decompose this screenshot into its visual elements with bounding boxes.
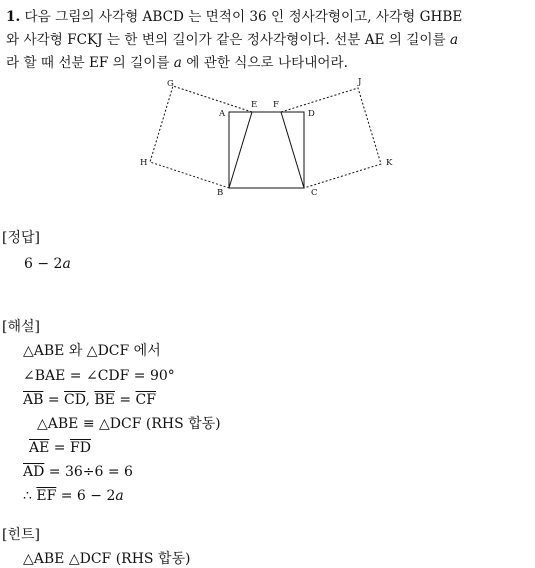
variable-a: a	[115, 488, 124, 504]
label-a: A	[219, 109, 226, 119]
explanation-label: [해설]	[2, 319, 40, 335]
variable-a: a	[449, 32, 459, 48]
explanation-line-1: △ABE 와 △DCF 에서	[23, 343, 161, 359]
segment-ab: $\overline{AB}$	[23, 392, 44, 408]
segment-fd: $\overline{FD}$	[69, 440, 91, 456]
explanation-line-4: △ABE ≡ △DCF (RHS 합동)	[37, 416, 221, 432]
segment-cf	[281, 112, 304, 188]
problem-line-2	[6, 29, 532, 52]
explanation-line-3	[23, 391, 156, 409]
label-e: E	[251, 100, 258, 110]
answer-expression	[24, 255, 71, 273]
label-k: K	[386, 158, 393, 168]
segment-ae: $\overline{AE}$	[29, 440, 50, 456]
label-b: B	[217, 188, 224, 198]
segment-ef: $\overline{EF}$	[36, 488, 57, 504]
explanation-line-7	[23, 487, 124, 505]
segment-cd: $\overline{CD}$	[64, 392, 86, 408]
problem-line-2-text: 와 사각형 FCKJ 는 한 변의 길이가 같은 정사각형이다. 선분 AE 의 길이를	[6, 32, 446, 48]
problem-text	[6, 6, 532, 75]
problem-number: 1.	[6, 9, 21, 25]
problem-line-1-text: 다음 그림의 사각형 ABCD 는 면적이 36 인 정사각형이고, 사각형 GHBE	[24, 9, 463, 25]
variable-a: a	[62, 256, 71, 272]
ef-value: = 6 − 2	[56, 488, 116, 504]
equals-sign: =	[114, 392, 136, 408]
therefore-symbol: ∴	[23, 488, 37, 504]
explanation-line-2: ∠BAE = ∠CDF = 90°	[23, 368, 175, 384]
equals-sign: =	[49, 440, 70, 456]
label-f: F	[273, 100, 279, 110]
ad-value: = 36÷6 = 6	[44, 464, 133, 480]
variable-a: a	[173, 55, 182, 71]
square-fckj	[281, 88, 381, 188]
figure-drawing	[136, 72, 406, 202]
segment-be: $\overline{BE}$	[94, 392, 115, 408]
problem-line-3-text-2: 에 관한 식으로 나타내어라.	[186, 55, 348, 71]
answer-label: [정답]	[2, 230, 40, 246]
geometry-figure	[136, 72, 406, 202]
square-ghbe	[150, 86, 252, 188]
explanation-line-5	[29, 439, 91, 457]
label-c: C	[311, 188, 318, 198]
explanation-line-6	[23, 463, 133, 481]
problem-line-3-text: 라 할 때 선분 EF 의 길이를	[6, 55, 170, 71]
equals-sign: =	[43, 392, 65, 408]
segment-be	[229, 112, 252, 188]
problem-line-1	[6, 6, 532, 29]
segment-cf: $\overline{CF}$	[135, 392, 156, 408]
comma: ,	[85, 392, 95, 408]
label-h: H	[140, 158, 148, 168]
label-j: J	[358, 77, 362, 87]
hint-label: [힌트]	[2, 527, 40, 543]
hint-line-1: △ABE △DCF (RHS 합동)	[23, 551, 191, 567]
label-d: D	[308, 109, 315, 119]
answer-expression-number: 6 − 2	[24, 256, 63, 272]
label-g: G	[167, 79, 174, 89]
segment-ad: $\overline{AD}$	[23, 464, 45, 480]
